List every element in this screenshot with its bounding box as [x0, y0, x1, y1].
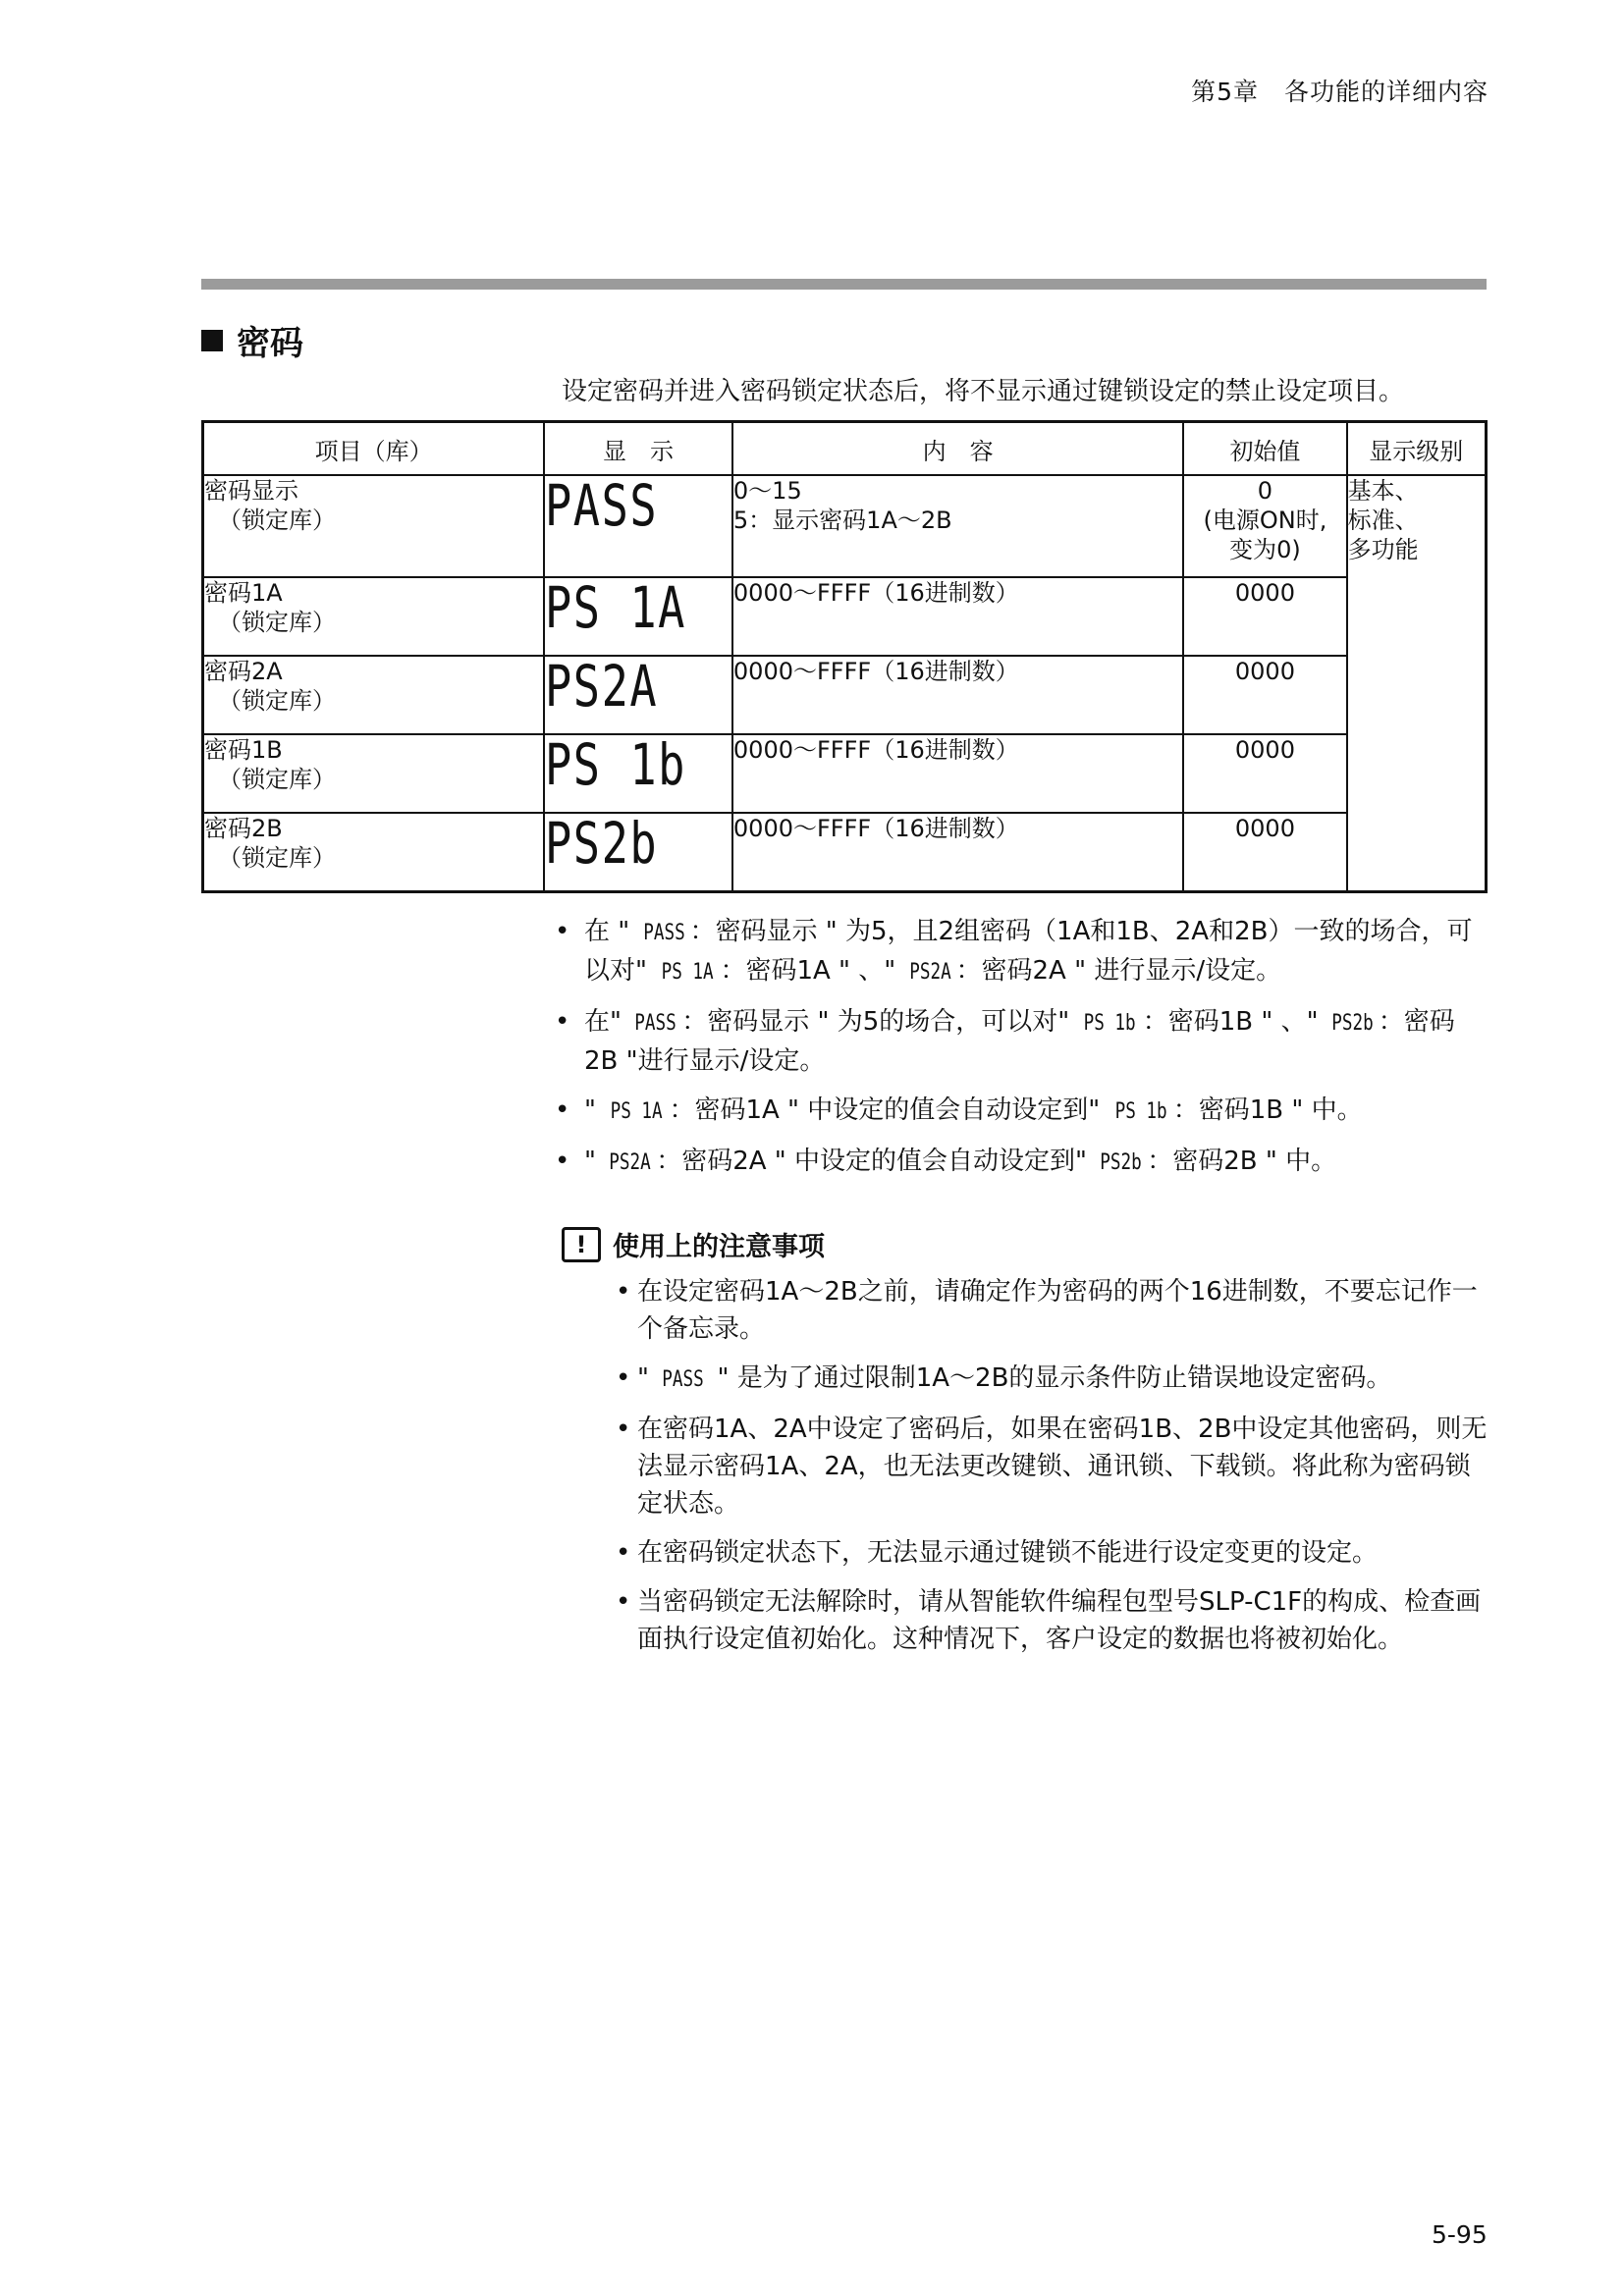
bullet-icon: • [616, 1587, 631, 1617]
segment-display: PS 1b [545, 731, 687, 798]
segment-display: PASS [545, 472, 659, 539]
row-display [544, 653, 732, 734]
initial-line: 变为0) [1229, 536, 1301, 563]
note-fragment: 在 " [584, 917, 638, 946]
bullet-icon: • [616, 1415, 631, 1444]
segment-display: PS2b [545, 810, 659, 877]
item-bank: （锁定库） [218, 507, 336, 534]
item-bank: （锁定库） [218, 766, 336, 793]
list-item [616, 1583, 1489, 1658]
list-item [555, 1092, 1488, 1131]
segment-inline: PASS [634, 1011, 677, 1036]
password-table [201, 420, 1488, 893]
segment-display: PS 1A [545, 574, 687, 641]
bullet-icon: • [555, 917, 570, 946]
item-bank: （锁定库） [218, 609, 336, 636]
square-bullet-icon [201, 330, 223, 351]
list-item [555, 913, 1488, 991]
caution-text: 在密码锁定状态下，无法显示通过键锁不能进行设定变更的设定。 [637, 1538, 1379, 1568]
notes-list [555, 913, 1488, 1194]
note-fragment: ：密码1A " 中设定的值会自动设定到" [669, 1095, 1109, 1125]
row-item [203, 656, 545, 734]
note-fragment: ：密码2B "进行显示/设定。 [584, 1007, 1455, 1076]
caution-text [637, 1360, 1391, 1399]
segment-inline: PS 1A [610, 1099, 663, 1124]
note-text [584, 1092, 1363, 1131]
row-display [544, 731, 732, 813]
header-display: 显 示 [544, 422, 732, 476]
row-display [544, 810, 732, 891]
note-text [584, 913, 1488, 991]
row-item [203, 577, 545, 656]
row-content [732, 475, 1183, 577]
table-row [203, 577, 1487, 656]
row-initial: 0000 [1183, 577, 1346, 656]
caution-title: 使用上的注意事项 [613, 1232, 825, 1262]
bullet-icon: • [555, 1007, 570, 1037]
list-item [616, 1273, 1489, 1348]
table-row [203, 734, 1487, 813]
row-item [203, 734, 545, 813]
level-line: 多功能 [1347, 536, 1419, 563]
table-row [203, 656, 1487, 734]
caution-fragment: " 是为了通过限制1A～2B的显示条件防止错误地设定密码。 [709, 1363, 1392, 1393]
segment-inline: PS2b [1100, 1150, 1142, 1175]
note-fragment: 在" [584, 1007, 630, 1037]
segment-inline: PS2b [1331, 1011, 1374, 1036]
caution-box [562, 1225, 1489, 1670]
note-fragment: ：密码2B " 中。 [1147, 1147, 1337, 1176]
section-rule [201, 279, 1487, 290]
header-item: 项目（库） [203, 422, 545, 476]
item-bank: （锁定库） [218, 687, 336, 715]
list-item [616, 1534, 1489, 1572]
note-fragment: ：密码2A " 中设定的值会自动设定到" [656, 1147, 1096, 1176]
note-fragment: " [584, 1147, 605, 1176]
row-display [544, 472, 732, 577]
row-level [1347, 475, 1487, 891]
note-fragment: ：密码显示 " 为5的场合，可以对" [681, 1007, 1078, 1037]
note-fragment: ：密码1A " 、" [720, 956, 904, 986]
section-intro: 设定密码并进入密码锁定状态后，将不显示通过键锁设定的禁止设定项目。 [562, 377, 1405, 406]
header-level: 显示级别 [1347, 422, 1487, 476]
note-fragment: " [584, 1095, 605, 1125]
item-name: 密码1A [204, 579, 283, 607]
bullet-icon: • [616, 1277, 631, 1307]
note-fragment: ：密码2A " 进行显示/设定。 [955, 956, 1282, 986]
segment-display: PS2A [545, 653, 659, 720]
caution-list [562, 1273, 1489, 1658]
header-content: 内 容 [732, 422, 1183, 476]
note-text [584, 1003, 1488, 1080]
item-name: 密码2A [204, 658, 283, 685]
bullet-icon: • [616, 1363, 631, 1393]
row-initial: 0000 [1183, 813, 1346, 891]
caution-text: 当密码锁定无法解除时，请从智能软件编程包型号SLP-C1F的构成、检查画面执行设定值初始化。这种情况下，客户设定的数据也将被初始化。 [637, 1587, 1482, 1654]
page-number: 5-95 [1432, 2220, 1488, 2249]
list-item [616, 1360, 1489, 1399]
row-content: 0000～FFFF（16进制数） [732, 813, 1183, 891]
segment-inline: PS 1b [1114, 1099, 1167, 1124]
bullet-icon: • [555, 1147, 570, 1176]
item-bank: （锁定库） [218, 844, 336, 872]
segment-inline: PS2A [908, 960, 951, 985]
row-content: 0000～FFFF（16进制数） [732, 734, 1183, 813]
caution-text: 在密码1A、2A中设定了密码后，如果在密码1B、2B中设定其他密码，则无法显示密码1A、2A，也无法更改键锁、通讯锁、下载锁。将此称为密码锁定状态。 [637, 1415, 1488, 1519]
note-fragment: ：密码1B " 中。 [1172, 1095, 1363, 1125]
row-content: 0000～FFFF（16进制数） [732, 656, 1183, 734]
segment-inline: PASS [642, 921, 685, 945]
bullet-icon: • [555, 1095, 570, 1125]
row-content: 0000～FFFF（16进制数） [732, 577, 1183, 656]
item-name: 密码显示 [204, 477, 298, 505]
note-fragment: ：密码显示 " 为5，且2组密码（1A和1B、2A和2B）一致的场合，可以对" [584, 917, 1473, 986]
header-initial: 初始值 [1183, 422, 1346, 476]
item-name: 密码1B [204, 736, 283, 764]
row-initial [1183, 475, 1346, 577]
row-item [203, 475, 545, 577]
row-initial: 0000 [1183, 734, 1346, 813]
level-line: 基本、 [1347, 477, 1419, 505]
note-text [584, 1143, 1336, 1182]
list-item [555, 1003, 1488, 1080]
initial-line: 0 [1257, 477, 1273, 505]
list-item [555, 1143, 1488, 1182]
segment-inline: PS 1A [661, 960, 714, 985]
exclamation-icon: ! [562, 1227, 601, 1262]
caution-text: 在设定密码1A～2B之前，请确定作为密码的两个16进制数，不要忘记作一个备忘录。 [637, 1277, 1478, 1344]
row-initial: 0000 [1183, 656, 1346, 734]
list-item [616, 1411, 1489, 1522]
row-display [544, 574, 732, 656]
section-title-text: 密码 [237, 324, 303, 363]
segment-inline: PS 1b [1084, 1011, 1137, 1036]
section-title [201, 316, 303, 364]
initial-line: (电源ON时, [1203, 507, 1327, 534]
content-line: 5：显示密码1A～2B [732, 507, 952, 534]
level-line: 标准、 [1347, 507, 1419, 534]
table-row [203, 813, 1487, 891]
segment-inline: PS2A [609, 1150, 651, 1175]
caution-heading [562, 1225, 1489, 1263]
content-line: 0～15 [732, 477, 802, 505]
table-row [203, 475, 1487, 577]
item-name: 密码2B [204, 815, 283, 842]
chapter-header: 第5章 各功能的详细内容 [1191, 78, 1489, 106]
row-item [203, 813, 545, 891]
bullet-icon: • [616, 1538, 631, 1568]
segment-inline: PASS [662, 1367, 704, 1392]
caution-fragment: " [637, 1363, 658, 1393]
table-header-row [203, 422, 1487, 476]
note-fragment: ：密码1B " 、" [1142, 1007, 1326, 1037]
